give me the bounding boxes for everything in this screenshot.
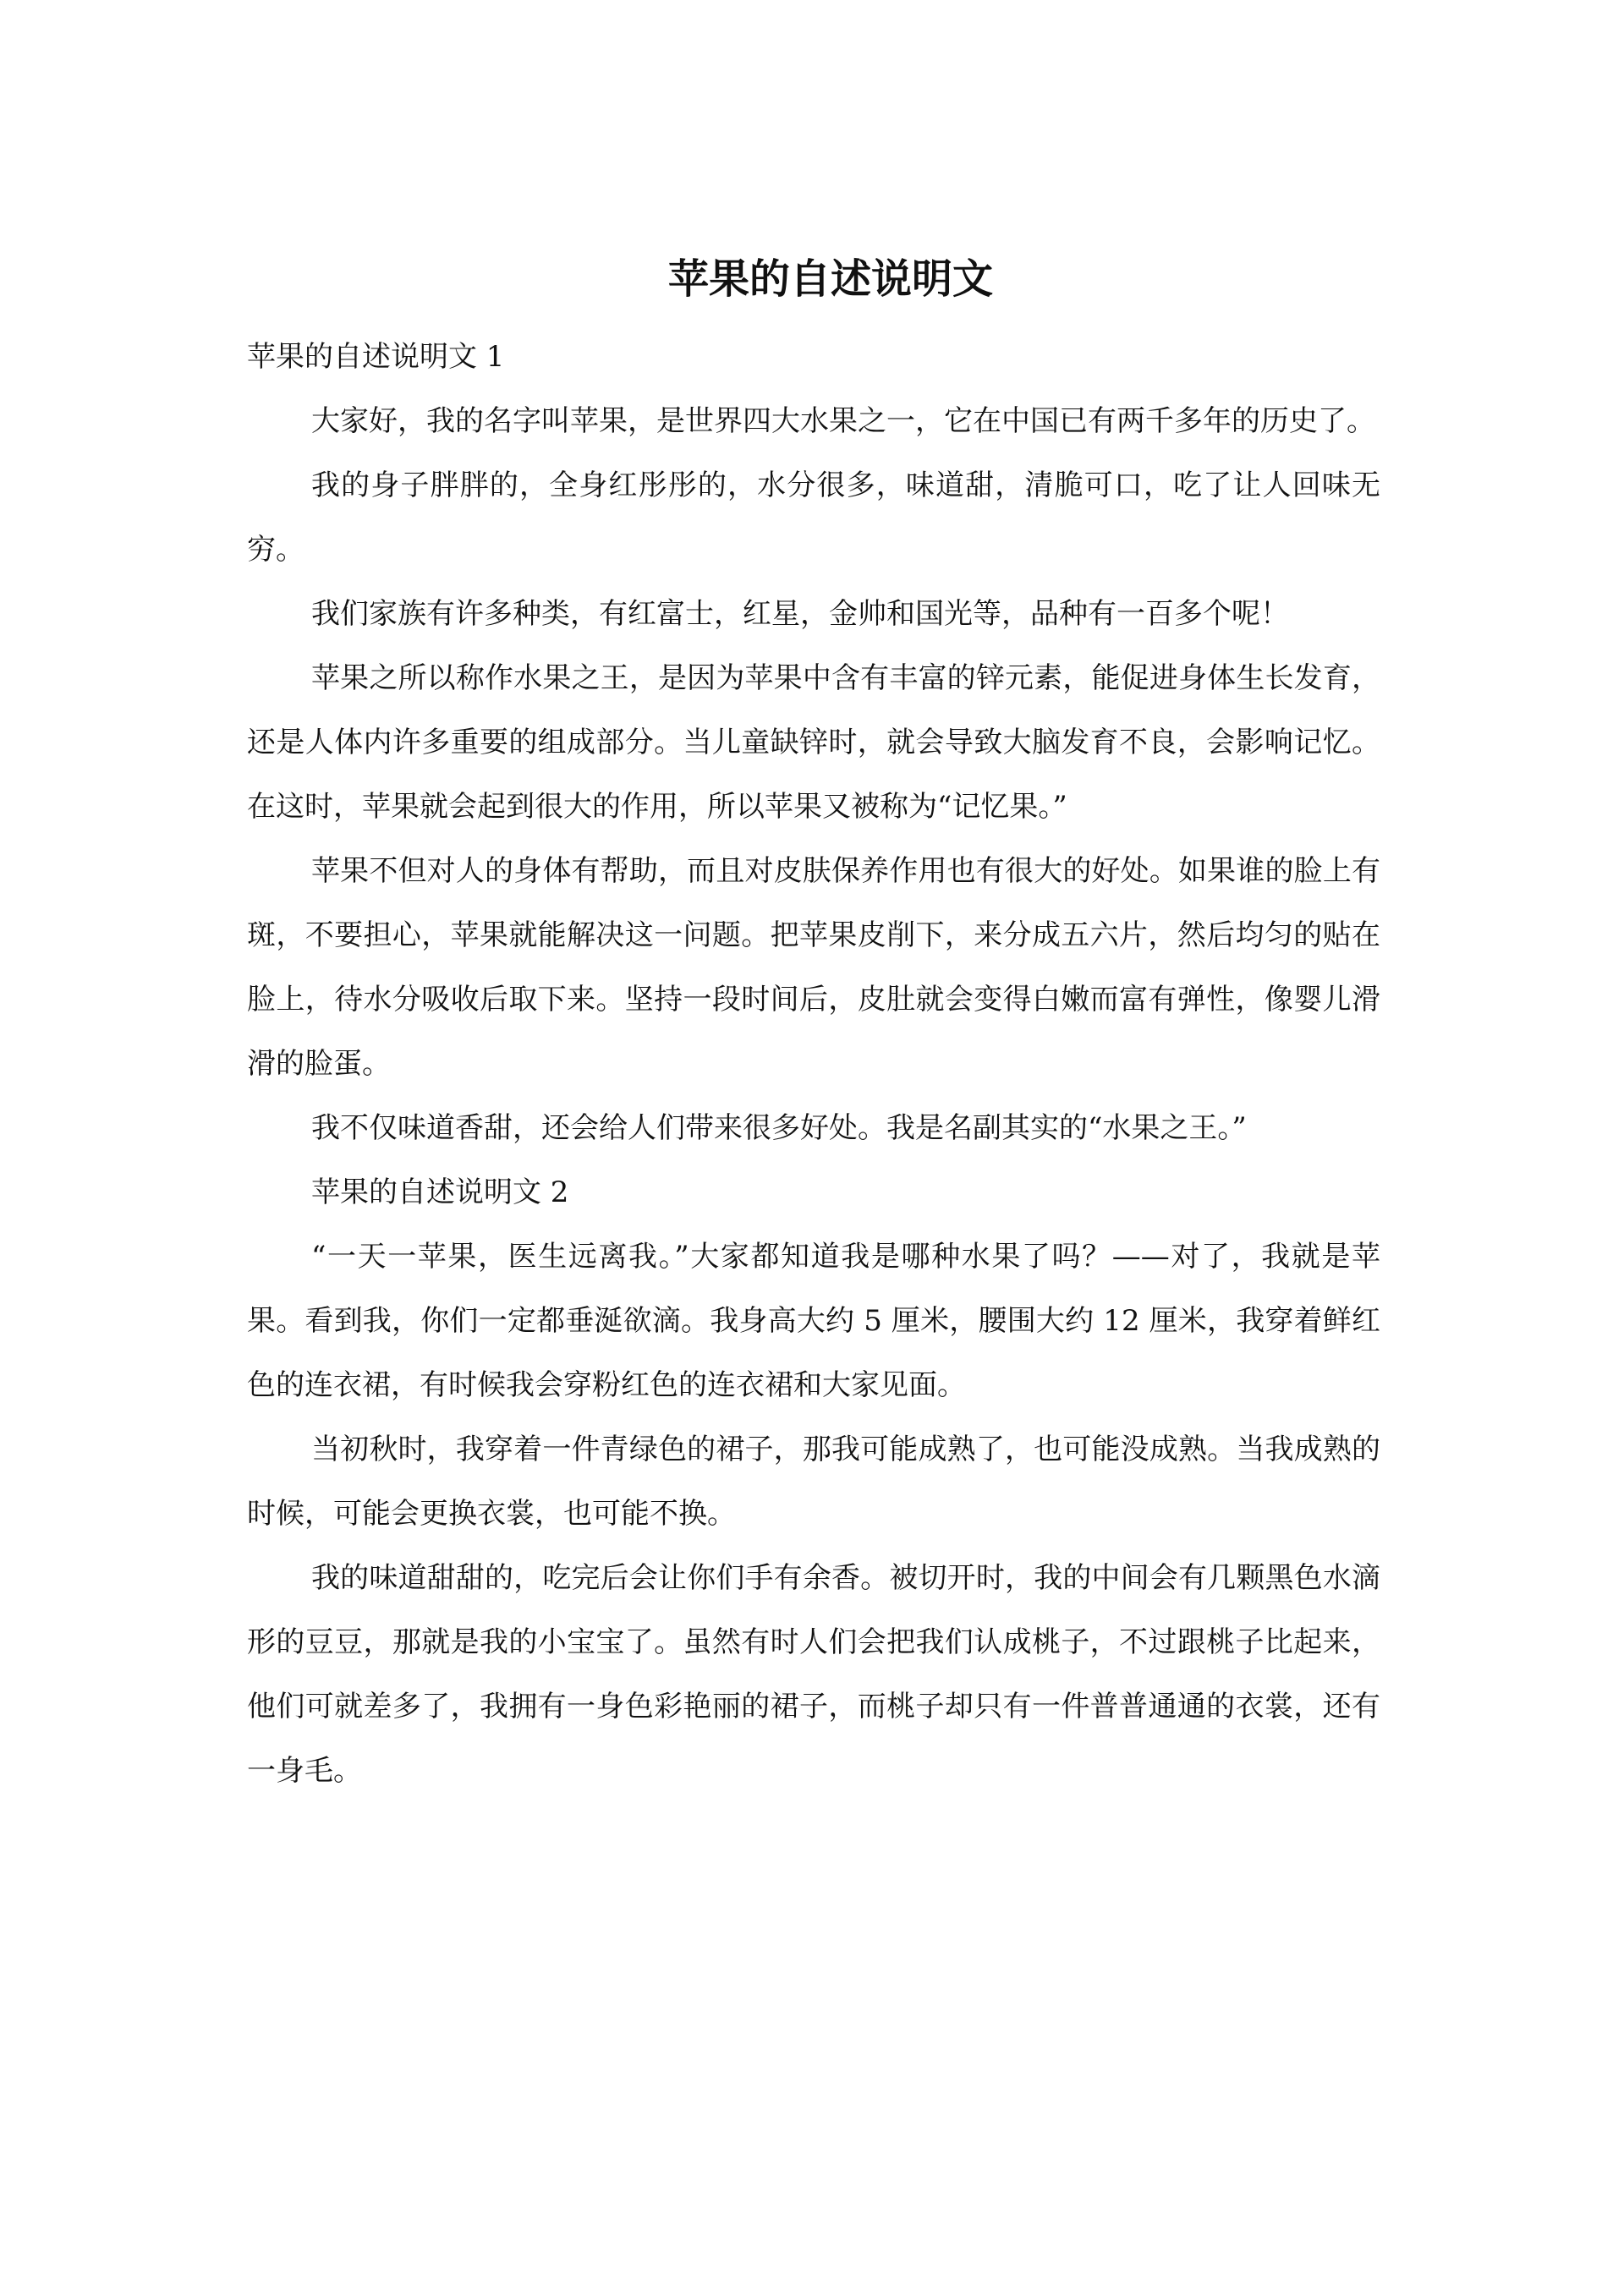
- section-heading-1: 苹果的自述说明文 1: [247, 340, 505, 374]
- paragraph: 苹果不但对人的身体有帮助，而且对皮肤保养作用也有很大的好处。如果谁的脸上有斑，不要担心，苹果就能解决这一问题。把苹果皮削下，来分成五六片，然后均匀的贴在脸上，待水分吸收后取下来。坚持一段时间后，皮肚就会变得白嫩而富有弹性，像婴儿滑滑的脸蛋。: [247, 854, 1380, 1081]
- paragraph: 我的味道甜甜的，吃完后会让你们手有余香。被切开时，我的中间会有几颗黑色水滴形的豆豆，那就是我的小宝宝了。虽然有时人们会把我们认成桃子，不过跟桃子比起来，他们可就差多了，我拥有一身色彩艳丽的裙子，而桃子却只有一件普普通通的衣裳，还有一身毛。: [247, 1561, 1380, 1788]
- paragraph: 苹果之所以称作水果之王，是因为苹果中含有丰富的锌元素，能促进身体生长发育，还是人体内许多重要的组成部分。当儿童缺锌时，就会导致大脑发育不良，会影响记忆。在这时，苹果就会起到很大的作用，所以苹果又被称为“记忆果。”: [247, 661, 1380, 824]
- paragraph: 我们家族有许多种类，有红富士，红星，金帅和国光等，品种有一百多个呢！: [311, 597, 1289, 631]
- paragraph: 大家好，我的名字叫苹果，是世界四大水果之一，它在中国已有两千多年的历史了。: [311, 404, 1375, 438]
- document-page: [247, 245, 1380, 1803]
- paragraph: “一天一苹果，医生远离我。”大家都知道我是哪种水果了吗？——对了，我就是苹果。看到我，你们一定都垂涎欲滴。我身高大约 5 厘米，腰围大约 12 厘米，我穿着鲜红色的连衣裙，有时候我会穿粉红色的连衣裙和大家见面。: [247, 1240, 1380, 1402]
- section-heading-2: 苹果的自述说明文 2: [311, 1175, 569, 1209]
- page-title: 苹果的自述说明文: [667, 255, 993, 303]
- paragraph: 我的身子胖胖的，全身红彤彤的，水分很多，味道甜，清脆可口，吃了让人回味无穷。: [247, 469, 1380, 567]
- paragraph: 当初秋时，我穿着一件青绿色的裙子，那我可能成熟了，也可能没成熟。当我成熟的时候，可能会更换衣裳，也可能不换。: [247, 1433, 1380, 1531]
- paragraph: 我不仅味道香甜，还会给人们带来很多好处。我是名副其实的“水果之王。”: [311, 1111, 1247, 1145]
